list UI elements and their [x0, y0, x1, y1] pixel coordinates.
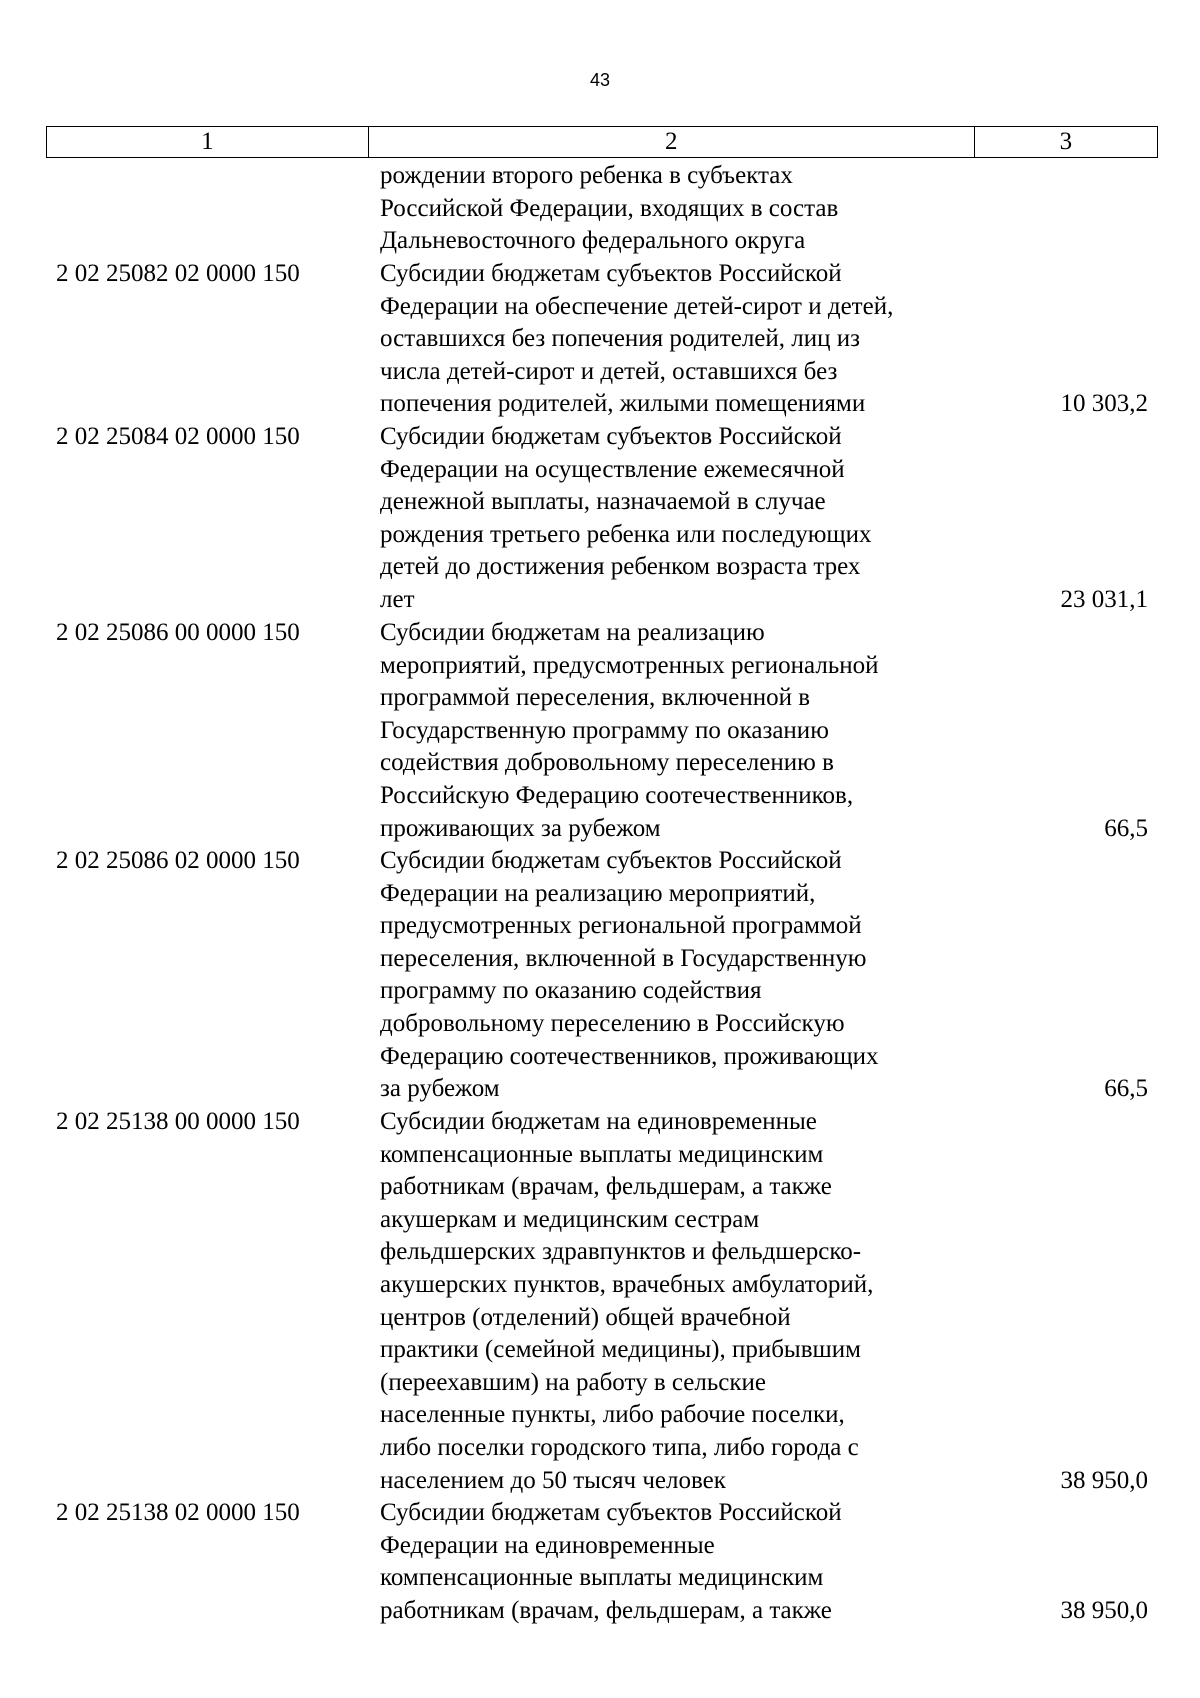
description-line: детей до достижения ребенком возраста трех — [380, 553, 861, 581]
description-line: рождения третьего ребенка или последующих — [380, 520, 872, 548]
header-col-3: 3 — [974, 127, 1157, 158]
row-description — [380, 258, 980, 421]
row-amount: 38 950,0 — [1060, 1466, 1148, 1494]
row-amount: 10 303,2 — [1060, 390, 1148, 418]
budget-code: 2 02 25138 02 0000 150 — [56, 1499, 300, 1526]
description-line: оставшихся без попечения родителей, лиц из — [380, 325, 861, 353]
description-line: за рубежом — [380, 1075, 500, 1103]
description-line: либо поселки городского типа, либо города с — [380, 1433, 859, 1461]
row-description — [380, 1106, 980, 1497]
description-line: проживающих за рубежом — [380, 814, 661, 842]
budget-code: 2 02 25138 00 0000 150 — [56, 1108, 300, 1135]
row-description — [380, 421, 980, 617]
description-line: добровольному переселению в Российскую — [380, 1009, 845, 1037]
description-line: Федерацию соотечественников, проживающих — [380, 1042, 879, 1070]
description-line: Федерации на реализацию мероприятий, — [380, 879, 816, 907]
description-line: центров (отделений) общей врачебной — [380, 1303, 791, 1331]
description-line: Субсидии бюджетам субъектов Российской — [380, 260, 842, 287]
description-line: населенные пункты, либо рабочие поселки, — [380, 1401, 845, 1429]
description-line: Федерации на осуществление ежемесячной — [380, 455, 845, 483]
description-line: содействия добровольному переселению в — [380, 749, 834, 777]
description-line: работникам (врачам, фельдшерам, а также — [380, 1173, 832, 1201]
description-line: акушеркам и медицинским сестрам — [380, 1205, 760, 1233]
description-line: программой переселения, включенной в — [380, 684, 811, 712]
description-line: предусмотренных региональной программой — [380, 912, 862, 940]
description-line: компенсационные выплаты медицинским — [380, 1564, 824, 1592]
description-line: Федерации на обеспечение детей-сирот и детей, — [380, 292, 894, 320]
description-line: фельдшерских здравпунктов и фельдшерско- — [380, 1238, 862, 1266]
row-amount: 66,5 — [1104, 1075, 1148, 1103]
continuation-line: Дальневосточного федерального округа — [380, 227, 806, 255]
budget-code: 2 02 25082 02 0000 150 — [56, 260, 300, 287]
row-amount: 38 950,0 — [1060, 1596, 1148, 1624]
continuation-line: Российской Федерации, входящих в состав — [380, 194, 839, 222]
row-description — [380, 617, 980, 845]
description-line: компенсационные выплаты медицинским — [380, 1140, 824, 1168]
description-line: лет — [380, 585, 415, 613]
description-line: Российскую Федерацию соотечественников, — [380, 781, 854, 809]
page-number: 43 — [589, 70, 611, 90]
row-amount: 23 031,1 — [1060, 586, 1148, 613]
continuation-text — [380, 160, 980, 258]
description-line: числа детей-сирот и детей, оставшихся без — [380, 357, 838, 385]
budget-code: 2 02 25084 02 0000 150 — [56, 423, 300, 450]
header-col-1: 1 — [47, 127, 369, 158]
description-line: работникам (врачам, фельдшерам, а также — [380, 1596, 832, 1624]
description-line: населением до 50 тысяч человек — [380, 1466, 726, 1494]
description-line: Федерации на единовременные — [380, 1531, 715, 1559]
header-col-2: 2 — [368, 127, 974, 158]
description-line: переселения, включенной в Государственную — [380, 944, 867, 972]
row-amount: 66,5 — [1104, 814, 1148, 842]
description-line: Субсидии бюджетам субъектов Российской — [380, 847, 842, 874]
continuation-line: рождении второго ребенка в субъектах — [380, 162, 793, 189]
description-line: практики (семейной медицины), прибывшим — [380, 1336, 861, 1364]
description-line: акушерских пунктов, врачебных амбулаторий, — [380, 1270, 874, 1298]
budget-code: 2 02 25086 02 0000 150 — [56, 847, 300, 874]
description-line: попечения родителей, жилыми помещениями — [380, 390, 866, 418]
description-line: Государственную программу по оказанию — [380, 716, 829, 744]
row-description — [380, 1497, 980, 1627]
description-line: денежной выплаты, назначаемой в случае — [380, 488, 826, 516]
description-line: Субсидии бюджетам субъектов Российской — [380, 1499, 842, 1526]
description-line: мероприятий, предусмотренных региональной — [380, 651, 879, 679]
row-description — [380, 845, 980, 1106]
description-line: Субсидии бюджетам на единовременные — [380, 1108, 817, 1135]
table-header — [46, 126, 1158, 158]
description-line: Субсидии бюджетам на реализацию — [380, 619, 765, 646]
budget-code: 2 02 25086 00 0000 150 — [56, 619, 300, 646]
description-line: программу по оказанию содействия — [380, 977, 762, 1005]
description-line: Субсидии бюджетам субъектов Российской — [380, 423, 842, 450]
description-line: (переехавшим) на работу в сельские — [380, 1368, 766, 1396]
